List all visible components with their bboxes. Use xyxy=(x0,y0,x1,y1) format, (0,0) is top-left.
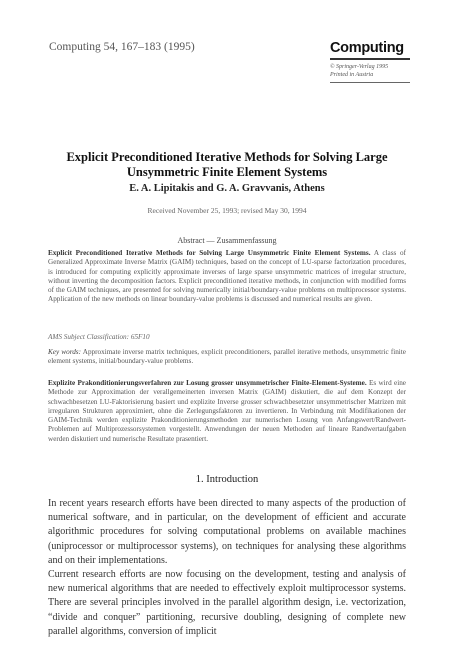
keywords-label: Key words: xyxy=(48,348,82,356)
keywords-list: Approximate inverse matrix techniques, explicit preconditioners, parallel iterative methods, unsymmetric finite element systems, initial/boundary-value problems. xyxy=(48,348,406,366)
received-date: Received November 25, 1993; revised May 30, 1994 xyxy=(147,206,307,215)
abstract-heading: Abstract — Zusammenfassung xyxy=(177,236,277,245)
abstract-english xyxy=(48,249,406,305)
abstract-german-body: Es wird eine Methode zur Approximation der verallgemeinerten inversen Matrix (GAIM) diskutiert, die auf dem Konzept der schwachbesetzen LU-Faktorisierung basiert und explizite Inverse grosser schwachbesetzter unsymmetrischer Matrizen mit irregularen Strukturen approximiert, ohne die Zerlegungsfaktoren zu invertieren. In Verbindung mit Modifikationen der GAIM-Technik werden explizite Prakonditionierungsmethoden zur numerischen Losung von Anfangswert/Randwert-Problemen auf Multiprozessorsystemen vorgestellt. Anwendungen der neuen Methoden auf lineare Randwertaufgaben werden diskutiert und numerische Resultate prasentiert. xyxy=(48,379,406,443)
abstract-german xyxy=(48,379,406,444)
journal-logo: Computing xyxy=(330,40,404,56)
publisher-line: © Springer-Verlag 1995 xyxy=(330,64,389,70)
journal-masthead xyxy=(330,40,410,83)
abstract-german-title: Explizite Prakonditionierungsverfahren zur Losung grosser unsymmetrischer Finite-Element-Systeme. xyxy=(48,379,367,387)
ams-classification: AMS Subject Classification: 65F10 xyxy=(48,333,150,341)
masthead-rule xyxy=(330,82,410,83)
logo-rule xyxy=(330,58,410,60)
introduction-paragraph-1: In recent years research efforts have been directed to many aspects of the production of numerical software, and in particular, on the development of efficient and accurate algorithmic procedures for solving computational problems on available machines (uniprocessor or multiprocessor systems), on techniques for analysing these algorithms and on their implementations. xyxy=(48,498,406,566)
journal-reference: Computing 54, 167–183 (1995) xyxy=(49,41,195,53)
section-heading-introduction: 1. Introduction xyxy=(195,474,259,485)
abstract-english-title: Explicit Preconditioned Iterative Methods for Solving Large Unsymmetric Finite Element Systems. xyxy=(48,249,371,257)
printed-line: Printed in Austria xyxy=(330,72,374,78)
keywords xyxy=(48,348,406,367)
paper-title: Explicit Preconditioned Iterative Methods for Solving Large Unsymmetric Finite Element Systems xyxy=(66,150,388,179)
paper-authors: E. A. Lipitakis and G. A. Gravvanis, Athens xyxy=(129,183,325,194)
abstract-english-body: A class of Generalized Approximate Inverse Matrix (GAIM) techniques, based on the concept of LU-sparse factorization procedures, is introduced for computing explicitly approximate inverses of large sparse unsymmetric matrices of irregular structure, without inverting the decomposition factors. Explicit preconditioned iterative methods, in conjunction with modified forms of the GAIM techniques, are presented for solving numerically initial/boundary-value problems on multiprocessor systems. Application of the new methods on linear boundary-value problems is discussed and numerical results are given. xyxy=(48,249,406,304)
introduction-paragraph-2: Current research efforts are now focusing on the development, testing and analysis of new numerical algorithms that are needed to effectively exploit multiprocessor systems. There are several principles involved in the parallel algorithm design, i.e. vectorization, “divide and conquer” partitioning, recursive doubling, designing of complete new parallel algorithms, conversion of implicit xyxy=(48,569,406,637)
